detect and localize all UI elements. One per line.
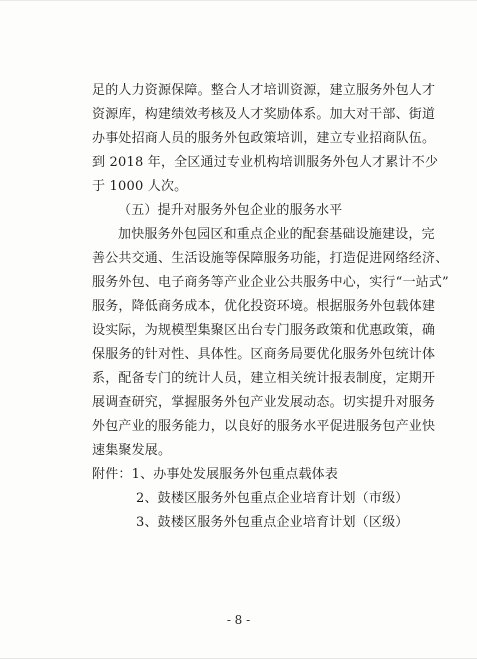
page-number: - 8 - <box>226 613 251 627</box>
text-line: 保服务的针对性、具体性。区商务局要优化服务外包统计体 <box>92 347 436 362</box>
attachment-item-2: 2、鼓楼区服务外包重点企业培育计划（市级） <box>136 491 409 506</box>
text-line: 善公共交通、生活设施等保障服务功能，打造促进网络经济、 <box>92 251 449 266</box>
text-line: 办事处招商人员的服务外包政策培训，建立专业招商队伍。 <box>92 131 436 146</box>
text-line: 加快服务外包园区和重点企业的配套基础设施建设，完 <box>118 227 435 242</box>
text-line: 于 1000 人次。 <box>92 179 188 194</box>
text-line: 服务，降低商务成本，优化投资环境。根据服务外包载体建 <box>92 299 436 314</box>
attachment-item-1: 附件：1、办事处发展服务外包重点载体表 <box>92 467 339 482</box>
text-line: 足的人力资源保障。整合人才培训资源，建立服务外包人才 <box>92 83 436 98</box>
section-heading: （五）提升对服务外包企业的服务水平 <box>118 203 343 218</box>
text-line: 外包产业的服务能力，以良好的服务水平促进服务包产业快 <box>92 419 436 434</box>
text-line: 设实际，为规模型集聚区出台专门服务政策和优惠政策，确 <box>92 323 436 338</box>
text-line: 速集聚发展。 <box>92 443 172 458</box>
body-text <box>92 79 449 535</box>
text-line: 到 2018 年，全区通过专业机构培训服务外包人才累计不少 <box>92 155 439 170</box>
attachment-item-3: 3、鼓楼区服务外包重点企业培育计划（区级） <box>136 515 409 530</box>
text-line: 服务外包、电子商务等产业企业公共服务中心，实行“一站式” <box>92 275 449 290</box>
text-line: 资源库，构建绩效考核及人才奖励体系。加大对干部、街道 <box>92 107 436 122</box>
text-line: 系，配备专门的统计人员，建立相关统计报表制度，定期开 <box>92 371 436 386</box>
text-line: 展调查研究，掌握服务外包产业发展动态。切实提升对服务 <box>92 395 436 410</box>
